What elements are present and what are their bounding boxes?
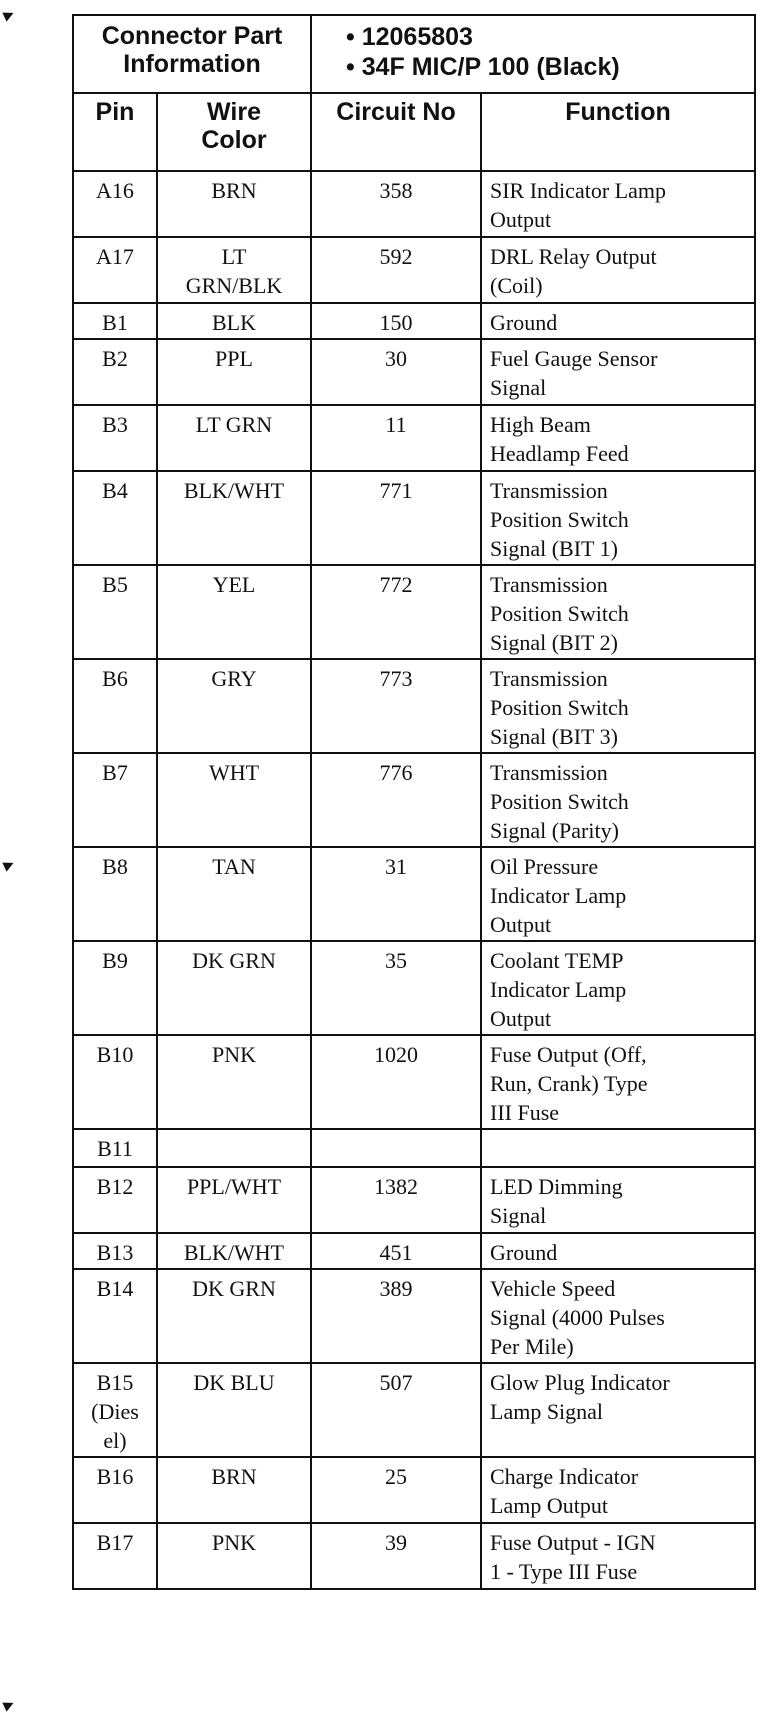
circuit-cell-line: 35 [385,948,407,973]
circuit-cell-line: 11 [385,412,407,437]
pin-cell [73,405,157,471]
table-row [73,847,755,941]
wire-color-cell [157,1457,311,1523]
wire-color-cell-line: DK BLU [193,1370,275,1395]
pin-cell-line: B1 [102,310,128,335]
wire-color-cell [157,847,311,941]
circuit-cell [311,1233,481,1269]
wire-color-cell [157,753,311,847]
function-cell-line: Signal (BIT 2) [490,630,618,655]
function-cell [481,1363,755,1457]
function-cell [481,1129,755,1167]
circuit-cell [311,1269,481,1363]
pin-cell-line: A16 [96,178,134,203]
scan-mark-top [2,8,15,21]
circuit-cell-line: 507 [379,1370,413,1395]
pin-cell-line: B15 [96,1370,134,1395]
pin-cell-line: B10 [96,1042,134,1067]
function-cell-line: Transmission [490,572,608,597]
function-cell-line: SIR Indicator Lamp [490,178,666,203]
function-cell [481,405,755,471]
circuit-cell [311,1167,481,1233]
pin-cell-line: B4 [102,478,128,503]
circuit-cell [311,659,481,753]
circuit-cell [311,471,481,565]
function-cell-line: Position Switch [490,789,629,814]
function-cell [481,303,755,339]
function-cell-line: Transmission [490,760,608,785]
function-cell-line: Fuse Output (Off, [490,1042,647,1067]
table-row [73,1269,755,1363]
circuit-cell [311,847,481,941]
wire-color-cell [157,1363,311,1457]
function-cell-line: Ground [490,310,558,335]
table-row [73,237,755,303]
pin-cell-line: B14 [96,1276,134,1301]
wire-color-cell [157,659,311,753]
circuit-cell-line: 771 [379,478,413,503]
pin-cell [73,1035,157,1129]
circuit-cell [311,1363,481,1457]
header-wire-color: Wire Color [157,93,311,171]
function-cell [481,471,755,565]
function-cell [481,1233,755,1269]
pin-cell [73,171,157,237]
table-row [73,1167,755,1233]
table-row [73,339,755,405]
pin-cell-line: B17 [96,1530,134,1555]
wire-color-cell [157,1129,311,1167]
scan-mark-bottom [2,1698,15,1711]
function-cell [481,847,755,941]
pin-cell-line: B16 [96,1464,134,1489]
wire-color-cell-line: PPL/WHT [186,1174,282,1199]
wire-color-cell [157,1269,311,1363]
function-cell-line: Signal (BIT 1) [490,536,618,561]
function-cell-line: Transmission [490,478,608,503]
function-cell-line: Position Switch [490,695,629,720]
pin-cell [73,471,157,565]
function-cell-line: Coolant TEMP [490,948,624,973]
function-cell-line: Transmission [490,666,608,691]
function-cell-line: Glow Plug Indicator [490,1370,670,1395]
pin-cell [73,753,157,847]
table-row [73,1035,755,1129]
function-cell-line: Output [490,207,552,232]
wire-color-cell [157,237,311,303]
pin-cell-line: (Dies [91,1399,139,1424]
pin-cell-line: B5 [102,572,128,597]
circuit-cell-line: 358 [379,178,413,203]
circuit-cell [311,339,481,405]
wire-color-cell-line: DK GRN [192,1276,276,1301]
pin-cell-line: B3 [102,412,128,437]
function-cell-line: Signal (BIT 3) [490,724,618,749]
table-row [73,941,755,1035]
circuit-cell [311,237,481,303]
wire-color-cell-line: BLK/WHT [183,478,285,503]
pin-cell [73,237,157,303]
circuit-cell-line: 30 [385,346,407,371]
pin-cell-line: B6 [102,666,128,691]
table-row [73,1457,755,1523]
table-row [73,1523,755,1589]
table-row [73,405,755,471]
wire-color-cell-line: GRN/BLK [185,273,283,298]
wire-color-cell-line: PNK [211,1042,256,1067]
wire-color-cell-line: BLK [212,310,256,335]
wire-color-cell-line: PPL [215,346,253,371]
connector-info-values [311,15,755,93]
function-cell [481,237,755,303]
pin-cell [73,1363,157,1457]
function-cell [481,1269,755,1363]
circuit-cell [311,303,481,339]
pin-cell [73,1457,157,1523]
function-cell [481,659,755,753]
function-cell-line: Charge Indicator [490,1464,639,1489]
function-cell-line: Position Switch [490,507,629,532]
function-cell-line: Indicator Lamp [490,883,627,908]
function-cell [481,1457,755,1523]
function-cell-line: Per Mile) [490,1334,574,1359]
table-row [73,565,755,659]
pin-cell-line: B9 [102,948,128,973]
pin-cell [73,1129,157,1167]
connector-description: • 34F MIC/P 100 (Black) [346,53,620,81]
function-cell-line: Run, Crank) Type [490,1071,648,1096]
circuit-cell-line: 592 [379,244,413,269]
circuit-cell [311,941,481,1035]
pin-cell [73,941,157,1035]
pin-cell-line: B12 [96,1174,134,1199]
pin-cell [73,1269,157,1363]
pin-cell-line: B2 [102,346,128,371]
wire-color-cell-line: GRY [211,666,257,691]
scan-mark-middle [2,858,15,871]
circuit-cell-line: 772 [379,572,413,597]
circuit-cell-line: 773 [379,666,413,691]
wire-color-cell-line: LT [221,244,247,269]
function-cell [481,339,755,405]
function-cell-line: Headlamp Feed [490,441,629,466]
pin-cell [73,1233,157,1269]
function-cell-line: DRL Relay Output [490,244,657,269]
table-row [73,753,755,847]
table-row [73,1129,755,1167]
circuit-cell [311,753,481,847]
circuit-cell [311,1457,481,1523]
pin-cell-line: B13 [96,1240,134,1265]
circuit-cell-line: 1382 [374,1174,418,1199]
wire-color-cell [157,1167,311,1233]
function-cell-line: High Beam [490,412,591,437]
function-cell-line: Vehicle Speed [490,1276,616,1301]
connector-info-row [73,15,755,93]
function-cell-line: Position Switch [490,601,629,626]
table-row [73,303,755,339]
pin-cell [73,565,157,659]
pin-cell [73,659,157,753]
circuit-cell [311,1523,481,1589]
wire-color-cell-line: YEL [212,572,256,597]
wire-color-cell [157,471,311,565]
wire-color-cell-line: BRN [211,178,257,203]
header-circuit-no: Circuit No [311,93,481,171]
function-cell-line: Oil Pressure [490,854,599,879]
function-cell [481,753,755,847]
wire-color-cell-line: BRN [211,1464,257,1489]
function-cell-line: Fuel Gauge Sensor [490,346,658,371]
wire-color-cell [157,941,311,1035]
table-row [73,471,755,565]
circuit-cell [311,565,481,659]
function-cell [481,171,755,237]
pin-cell-line: B7 [102,760,128,785]
function-cell-line: Signal [490,1203,547,1228]
wire-color-cell [157,303,311,339]
info-label-line2: Information [123,50,261,78]
table-row [73,171,755,237]
pin-cell [73,847,157,941]
function-cell [481,1167,755,1233]
function-cell-line: III Fuse [490,1100,560,1125]
circuit-cell-line: 389 [379,1276,413,1301]
function-cell-line: Fuse Output - IGN [490,1530,656,1555]
function-cell-line: Lamp Output [490,1493,608,1518]
function-cell [481,565,755,659]
function-cell-line: Ground [490,1240,558,1265]
circuit-cell [311,1129,481,1167]
pin-cell-line: B8 [102,854,128,879]
function-cell-line: Signal [490,375,547,400]
function-cell-line: LED Dimming [490,1174,623,1199]
circuit-cell-line: 776 [379,760,413,785]
function-cell-line: 1 - Type III Fuse [490,1559,638,1584]
connector-table [72,14,756,1590]
header-function: Function [481,93,755,171]
pin-cell [73,303,157,339]
wire-color-cell [157,565,311,659]
part-number: • 12065803 [346,23,473,51]
function-cell-line: Signal (4000 Pulses [490,1305,665,1330]
pin-cell [73,1167,157,1233]
wire-color-cell [157,1523,311,1589]
function-cell-line: Lamp Signal [490,1399,604,1424]
wire-color-cell-line: BLK/WHT [183,1240,285,1265]
pin-cell-line: B11 [97,1136,133,1161]
column-header-row [73,93,755,171]
function-cell-line: (Coil) [490,273,543,298]
wire-color-cell-line: WHT [208,760,260,785]
table-row [73,1233,755,1269]
circuit-cell-line: 25 [385,1464,407,1489]
wire-color-cell [157,405,311,471]
circuit-cell-line: 31 [385,854,407,879]
header-pin: Pin [73,93,157,171]
function-cell-line: Signal (Parity) [490,818,619,843]
wire-color-cell-line: TAN [212,854,256,879]
pin-cell [73,339,157,405]
circuit-cell-line: 150 [379,310,413,335]
circuit-cell-line: 1020 [374,1042,418,1067]
wire-color-cell [157,1233,311,1269]
pin-cell [73,1523,157,1589]
table-row [73,1363,755,1457]
table-row [73,659,755,753]
circuit-cell [311,405,481,471]
function-cell-line: Output [490,912,552,937]
pin-cell-line: el) [103,1428,127,1453]
circuit-cell [311,171,481,237]
function-cell [481,1523,755,1589]
wire-color-cell-line: PNK [211,1530,256,1555]
info-label-line1: Connector Part [101,22,283,50]
wire-color-cell [157,1035,311,1129]
wire-color-cell [157,171,311,237]
circuit-cell-line: 451 [379,1240,413,1265]
circuit-cell-line: 39 [385,1530,407,1555]
wire-color-cell-line: DK GRN [192,948,276,973]
function-cell [481,941,755,1035]
pin-cell-line: A17 [96,244,134,269]
function-cell-line: Output [490,1006,552,1031]
connector-info-label [73,15,311,93]
wire-color-cell [157,339,311,405]
circuit-cell [311,1035,481,1129]
function-cell [481,1035,755,1129]
wire-color-cell-line: LT GRN [195,412,273,437]
function-cell-line: Indicator Lamp [490,977,627,1002]
